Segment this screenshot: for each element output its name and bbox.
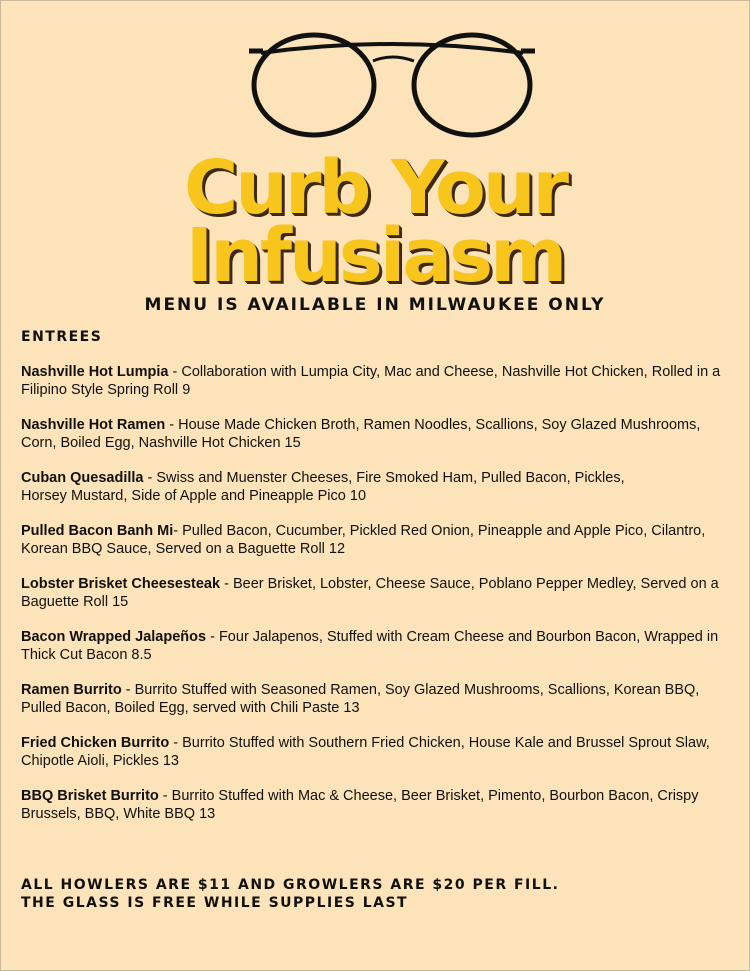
item-name: Fried Chicken Burrito xyxy=(21,735,170,751)
item-description: Four Jalapenos, Stuffed with Cream Cheese and Bourbon Bacon, Wrapped in Thick Cut Bacon xyxy=(21,629,719,663)
item-price: 13 xyxy=(199,806,216,822)
item-price: 15 xyxy=(112,594,129,610)
entree-list xyxy=(21,363,721,840)
item-description: Burrito Stuffed with Mac & Cheese, Beer Brisket, Pimento, Bourbon Bacon, Crispy Brussels, BBQ, White BBQ xyxy=(21,788,699,822)
menu-item: Lobster Brisket Cheesesteak - Beer Brisket, Lobster, Cheese Sauce, Poblano Pepper Medley, Served on a Baguette Roll 15 xyxy=(21,576,719,610)
item-description: Pulled Bacon, Cucumber, Pickled Red Onion, Pineapple and Apple Pico, Cilantro, Korean BBQ Sauce, Served on a Baguette Roll xyxy=(21,523,706,557)
item-name: Nashville Hot Lumpia xyxy=(21,364,169,380)
item-name: Pulled Bacon Banh Mi xyxy=(21,523,174,539)
menu-item: BBQ Brisket Burrito - Burrito Stuffed with Mac & Cheese, Beer Brisket, Pimento, Bourbon Bacon, Crispy Brussels, BBQ, White BBQ 13 xyxy=(21,788,699,822)
item-name: Bacon Wrapped Jalapeños xyxy=(21,629,207,645)
menu-item: Ramen Burrito - Burrito Stuffed with Seasoned Ramen, Soy Glazed Mushrooms, Scallions, Korean BBQ, Pulled Bacon, Boiled Egg, served with Chili Paste 13 xyxy=(21,682,700,716)
item-price: 9 xyxy=(182,382,191,398)
menu-item: Pulled Bacon Banh Mi- Pulled Bacon, Cucumber, Pickled Red Onion, Pineapple and Apple Pico, Cilantro, Korean BBQ Sauce, Served on a Baguette Roll 12 xyxy=(21,523,706,557)
item-name: Ramen Burrito xyxy=(21,682,122,698)
item-name: Lobster Brisket Cheesesteak xyxy=(21,576,221,592)
menu-item: Nashville Hot Lumpia - Collaboration with Lumpia City, Mac and Cheese, Nashville Hot Chicken, Rolled in a Filipino Style Spring Roll 9 xyxy=(21,364,721,398)
title-line-1: Curb Your xyxy=(183,145,567,231)
item-price: 15 xyxy=(284,435,301,451)
menu-item: Bacon Wrapped Jalapeños - Four Jalapenos, Stuffed with Cream Cheese and Bourbon Bacon, Wrapped in Thick Cut Bacon 8.5 xyxy=(21,629,719,663)
item-price: 10 xyxy=(349,488,367,504)
item-price: 8.5 xyxy=(131,647,152,663)
item-price: 12 xyxy=(328,541,346,557)
item-description: Collaboration with Lumpia City, Mac and Cheese, Nashville Hot Chicken, Rolled in a Filipino Style Spring Roll xyxy=(21,364,721,398)
item-price: 13 xyxy=(343,700,360,716)
menu-item: Cuban Quesadilla - Swiss and Muenster Cheeses, Fire Smoked Ham, Pulled Bacon, Pickles, Horsey Mustard, Side of Apple and Pineapple Pico 10 xyxy=(21,470,625,504)
item-description: Beer Brisket, Lobster, Cheese Sauce, Poblano Pepper Medley, Served on a Baguette Roll xyxy=(21,576,719,610)
item-name: BBQ Brisket Burrito xyxy=(21,788,159,804)
menu-item: Nashville Hot Ramen - House Made Chicken Broth, Ramen Noodles, Scallions, Soy Glazed Mushrooms, Corn, Boiled Egg, Nashville Hot Chicken 15 xyxy=(21,417,701,451)
item-price: 13 xyxy=(162,753,179,769)
growler-note xyxy=(21,876,559,912)
growler-pricing: ALL HOWLERS ARE $11 AND GROWLERS ARE $20 PER FILL. xyxy=(21,877,560,893)
glass-offer: THE GLASS IS FREE WHILE SUPPLIES LAST xyxy=(21,895,409,911)
item-description: Burrito Stuffed with Southern Fried Chicken, House Kale and Brussel Sprout Slaw, Chipotle Aioli, Pickles xyxy=(21,735,710,769)
section-heading-entrees: ENTREES xyxy=(21,329,103,345)
item-name: Cuban Quesadilla xyxy=(21,470,144,486)
item-description: Burrito Stuffed with Seasoned Ramen, Soy Glazed Mushrooms, Scallions, Korean BBQ, Pulled Bacon, Boiled Egg, served with Chili Paste xyxy=(21,682,700,716)
availability-note: MENU IS AVAILABLE IN MILWAUKEE ONLY xyxy=(144,295,606,315)
item-description: Swiss and Muenster Cheeses, Fire Smoked Ham, Pulled Bacon, Pickles, Horsey Mustard, Side of Apple and Pineapple Pico xyxy=(21,470,625,504)
round-glasses-icon xyxy=(241,25,543,140)
item-name: Nashville Hot Ramen xyxy=(21,417,166,433)
item-description: House Made Chicken Broth, Ramen Noodles, Scallions, Soy Glazed Mushrooms, Corn, Boiled Egg, Nashville Hot Chicken xyxy=(21,417,701,451)
menu-item: Fried Chicken Burrito - Burrito Stuffed with Southern Fried Chicken, House Kale and Brussel Sprout Slaw, Chipotle Aioli, Pickles 13 xyxy=(21,735,710,769)
title-line-2: Infusiasm xyxy=(185,213,565,299)
